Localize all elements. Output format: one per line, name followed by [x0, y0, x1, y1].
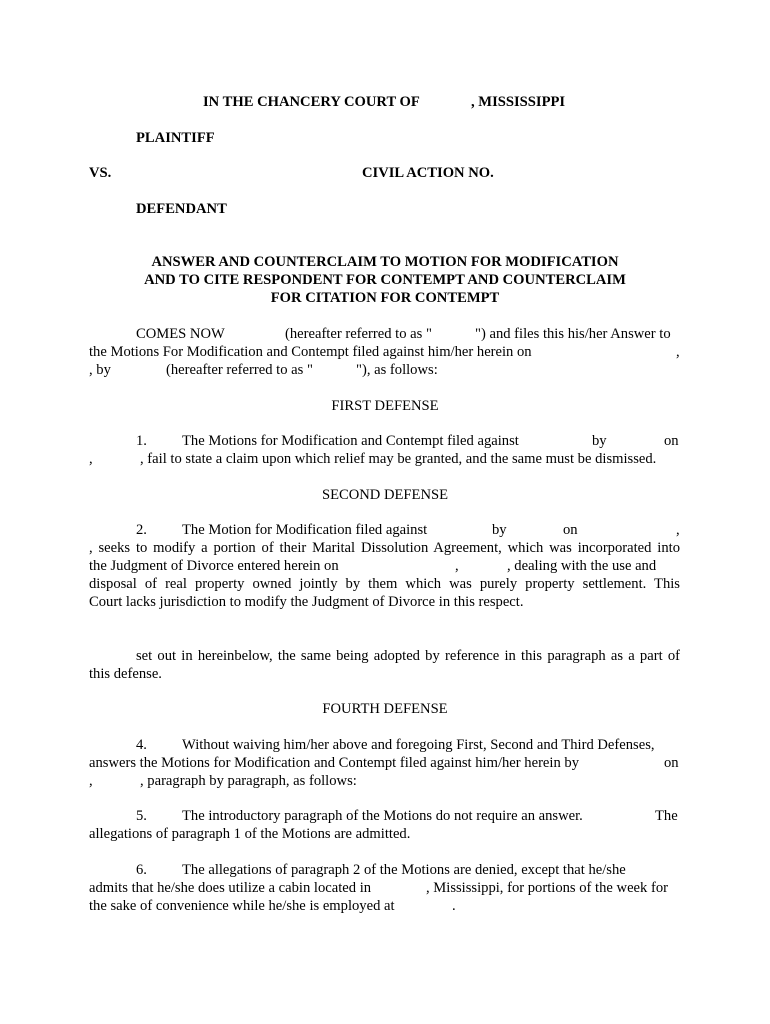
intro-text: , by: [89, 362, 111, 378]
second-defense-heading: SECOND DEFENSE: [321, 487, 449, 503]
paragraph-text: ,: [89, 773, 93, 789]
intro-line-1: [89, 326, 680, 343]
paragraph-text: The Motion for Modification filed against: [182, 522, 428, 538]
plaintiff-label: PLAINTIFF: [136, 130, 215, 146]
paragraph-text: , dealing with the use and: [507, 558, 657, 574]
paragraph-5-line-2: [89, 826, 680, 843]
paragraph-text: on: [563, 522, 578, 538]
paragraph-text: ,: [89, 451, 93, 467]
paragraph-2-line-5: Court lacks jurisdiction to modify the Judgment of Divorce in this respect.: [89, 594, 524, 610]
paragraph-number: 6.: [136, 862, 147, 878]
paragraph-text: by: [592, 433, 607, 449]
intro-line-3: [89, 362, 680, 379]
paragraph-1-line-1: [89, 433, 680, 450]
first-defense-heading: FIRST DEFENSE: [331, 398, 439, 414]
paragraph-text: Without waiving him/her above and foregoing First, Second and Third Defenses,: [182, 737, 655, 753]
paragraph-text: The introductory paragraph of the Motions do not require an answer.: [182, 808, 583, 824]
fourth-defense-heading: FOURTH DEFENSE: [322, 701, 448, 717]
paragraph-text: The Motions for Modification and Contempt filed against: [182, 433, 519, 449]
third-defense-line-2: this defense.: [89, 666, 162, 682]
paragraph-4-line-2: [89, 755, 680, 772]
intro-text: (hereafter referred to as ": [285, 326, 432, 342]
paragraph-text: The allegations of paragraph 2 of the Motions are denied, except that he/she: [182, 862, 626, 878]
paragraph-text: The: [655, 808, 678, 824]
paragraph-6-line-2: [89, 880, 680, 897]
intro-text: "), as follows:: [356, 362, 438, 378]
paragraph-5-line-1: [89, 808, 680, 825]
third-defense-line-1: set out in hereinbelow, the same being adopted by reference in this paragraph as a part of: [136, 648, 680, 664]
paragraph-number: 5.: [136, 808, 147, 824]
paragraph-text: on: [664, 755, 679, 771]
intro-text: ,: [676, 344, 680, 360]
paragraph-text: , Mississippi, for portions of the week for: [426, 880, 668, 896]
paragraph-text: , fail to state a claim upon which relief may be granted, and the same must be dismissed.: [140, 451, 657, 467]
paragraph-text: ,: [455, 558, 459, 574]
paragraph-6-line-1: [89, 862, 680, 879]
intro-text: the Motions For Modification and Contempt filed against him/her herein on: [89, 344, 532, 360]
court-heading-left: IN THE CHANCERY COURT OF: [203, 94, 420, 110]
paragraph-2-line-3: [89, 558, 680, 575]
paragraph-text: on: [664, 433, 679, 449]
paragraph-number: 2.: [136, 522, 147, 538]
document-title-line-3: FOR CITATION FOR CONTEMPT: [270, 290, 500, 306]
paragraph-text: by: [492, 522, 507, 538]
paragraph-2-line-1: [89, 522, 680, 539]
intro-text: (hereafter referred to as ": [166, 362, 313, 378]
paragraph-text: allegations of paragraph 1 of the Motions are admitted.: [89, 826, 411, 842]
paragraph-2-line-2: , seeks to modify a portion of their Marital Dissolution Agreement, which was incorporated into: [89, 540, 680, 556]
defendant-label: DEFENDANT: [136, 201, 227, 217]
paragraph-text: .: [452, 898, 456, 914]
paragraph-1-line-2: [89, 451, 680, 468]
versus-label: VS.: [89, 165, 112, 181]
paragraph-text: the sake of convenience while he/she is employed at: [89, 898, 395, 914]
civil-action-label: CIVIL ACTION NO.: [362, 165, 494, 181]
paragraph-text: ,: [676, 522, 680, 538]
intro-text: ") and files this his/her Answer to: [475, 326, 671, 342]
paragraph-text: answers the Motions for Modification and Contempt filed against him/her herein by: [89, 755, 580, 771]
paragraph-6-line-3: [89, 898, 680, 915]
intro-text: COMES NOW: [136, 326, 225, 342]
paragraph-text: admits that he/she does utilize a cabin located in: [89, 880, 372, 896]
paragraph-4-line-1: [89, 737, 680, 754]
paragraph-number: 4.: [136, 737, 147, 753]
document-title-line-1: ANSWER AND COUNTERCLAIM TO MOTION FOR MODIFICATION: [151, 254, 619, 270]
intro-line-2: [89, 344, 680, 361]
paragraph-text: , paragraph by paragraph, as follows:: [140, 773, 357, 789]
paragraph-number: 1.: [136, 433, 147, 449]
paragraph-4-line-3: [89, 773, 680, 790]
paragraph-text: the Judgment of Divorce entered herein on: [89, 558, 339, 574]
document-title-line-2: AND TO CITE RESPONDENT FOR CONTEMPT AND COUNTERCLAIM: [144, 272, 626, 288]
paragraph-2-line-4: disposal of real property owned jointly by them which was purely property settlement. This: [89, 576, 680, 592]
court-heading-right: , MISSISSIPPI: [471, 94, 566, 110]
